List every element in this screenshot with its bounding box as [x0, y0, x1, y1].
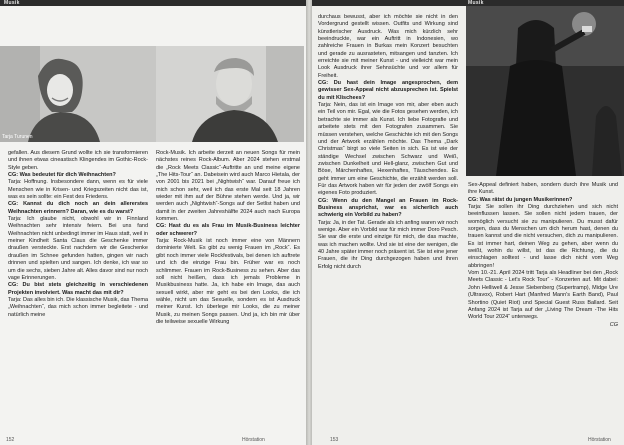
right-page [312, 0, 624, 445]
answer: Tarja: Sie sollen ihr Ding durchziehen und sich nicht beeinflussen lassen. Sie sollen nicht jedem trauen, der womöglich versucht sie zu manipulieren. Du musst dafür sorgen, dass du Menschen um dich herum hast, denen du trauen kannst und die nicht versuchen, dich zu manipulieren. Es ist immer hart, deinen Weg zu gehen, aber wenn du weißt, wohin du willst, ist das die Richtung, die du einschlagen solltest - und lasse dich nicht vom Weg abbringen! [468, 204, 618, 269]
answer: Tarja: Das alles bin ich. Die klassische Musik, das Thema „Weihnachten“, das mich schon immer begleitete - und natürlich meine [8, 296, 148, 318]
answer: Tarja: Ja, in der Tat. Gerade als ich anfing waren wir noch wenige. Aber ein Vorbild war für mich immer Doro Pesch. Sie war die erste und einzige für mich, die das machte, was ich machen wollte. Und sie ist eine der wenigen, die 40 Jahre später immer noch präsent ist. Sie ist eine jener Frauen, die ihr Ding durchgezogen haben und ihren Erfolg nicht durch [318, 219, 458, 270]
header-bar [0, 0, 308, 6]
question: CG: Du hast dein Image angesprochen, dem gewisser Sex-Appeal nicht abzusprechen ist. Spielst du mit Klischees? [318, 80, 458, 101]
section-header: Musik [468, 0, 484, 6]
folio-title: Hörstation [242, 437, 265, 443]
photo-marco-hietala [156, 46, 304, 142]
question: CG: Wenn du den Mangel an Frauen im Rock-Business ansprichst, war es sicherlich auch schwierig ein Vorbild zu haben? [318, 197, 458, 219]
question: CG: Was rätst du jungen Musikerinnen? [468, 196, 573, 203]
paragraph: durchaus bewusst, aber ich möchte sie nicht in den Vordergrund gestellt wissen. Outfits und Wirkung sind künstlerischer Ausdruck. Was mich kürzlich sehr beeindruckte, war ein Auftritt in Indonesien, wo zahlreiche Frauen in Burkas mein Konzert besuchten und gerade zu ausrasteten, mitsangen und tanzten. Ich erreichte sie mit meiner Kunst - und vielleicht war mein Look Ausdruck ihrer Sehnsüchte und vor allem für Freiheit. [318, 14, 458, 79]
paragraph: gefallen. Aus diesem Grund wollte ich sie transformieren und ihnen etwas cineastisch Klingendes im Gothic-Rock-Style geben. [8, 150, 148, 171]
right-column-2 [468, 182, 618, 329]
page-number: 153 [330, 437, 339, 443]
folio-title: Hörstation [588, 437, 611, 443]
photo-caption: Tarja Turunen [2, 134, 33, 140]
paragraph: Sex-Appeal definiert haben, sondern durch ihre Musik und ihre Kunst. [468, 182, 618, 196]
question: CG: Kannst du dich noch an dein allererstes Weihnachten erinnern? Daran, wie es du warst? [8, 201, 148, 215]
answer: Tarja: Hoffnung. Insbesondere dann, wenn es für viele Menschen wie in Krisen- und Kriegszeiten nicht das ist, was es sein sollte: ein Fest des Friedens. [8, 179, 148, 201]
photo-tarja [0, 46, 156, 142]
author-signoff: CG [609, 321, 618, 328]
left-page [0, 0, 308, 445]
page-number: 152 [6, 437, 15, 443]
section-header: Musik [4, 0, 20, 6]
paragraph: Rock-Musik. Ich arbeite derzeit an neuen Songs für mein nächstes reines Rock-Album. Aber 2024 stehen erstmal die „Rock Meets Classic“-Auftritte an und meine eigene „The Hits-Tour“ an. Dabeisein wird auch Marco Hietala, der von 2001 bis 2021 bei „Nightwish“ war. Darauf freue ich mich schon sehr, weil ich das erste Mal seit 18 Jahren wieder mit ihm auf der Bühne stehen werde. Und ja, wir werden auch „Nightwish“-Songs auf der Setlist haben und damit in der zweiten Jahreshälfte 2024 auch nach Europa kommen. [156, 150, 300, 223]
answer: Tarja: Rock-Musik ist noch immer eine von Männern dominierte Welt. Es gibt zu wenig Frauen im „Rock“. Es gibt noch immer viele Rockfestivals, bei denen ich auftrete und ich die einzige Frau bin. Früher war es noch schlimmer. Frauen im Rock-Business zu sehen. Aber das soll nicht heißen, dass ich jemals Probleme in Musikbusiness hatte. Ja, ich habe ein Image, das auch sexuell wirkt, aber mir geht es bei den Looks, die ich wähle, nicht um das Sexuelle, sondern es ist Ausdruck meiner Kunst. Ich überlege mir Looks, die zu meiner Musik, zu meinen Songs passen. Und ja, ich bin mir über die teilweise sexuelle Wirkung [156, 238, 300, 325]
question: CG: Was bedeutet für dich Weihnachten? [8, 172, 116, 179]
answer: Tarja: Nein, das ist ein Image von mir, aber eben auch ein Teil von mir. Egal, wie die Fotos gesehen werden, ich betrachte sie immer als Kunst. Ich liebe Fotografie und arbeitete stets mit den Fotografen zusammen. Sie müssen verstehen, welche Geschichte ich mit den Songs und der Artwork erzählen möchte. Das Thema „Dark Christmas“ birgt so viele Seiten in sich. Es ist wie der ständige Wechsel zwischen Schwarz und Weiß, zwischen Dunkelheit und Hell-glanz, zwischen Gut und Böse, Märchenhaftes, Hexenhaftes, Täuschendes. Es geht immer um eine Geschichte, die erzählt werden soll. Für das Artwork haben wir für jeden der zwölf Songs ein eigenes Foto produziert. [318, 102, 458, 197]
tour-info: Vom 10.-21. April 2024 tritt Tarja als Headliner bei den „Rock Meets Classic - Let's Rock Tour“ - Konzerten auf. Mit dabei: John Helliwell & Jesse Siebenberg (Supertramp), Midge Ure (Ultravox), Robert Hart (Manfred Mann's Earth Band), Paul Shortino (Quiet Riot) und Special Guest Russ Ballard. Seit Anfang 2024 ist Tarja auf der „Living The Dream -The Hits World Tour 2024“ unterwegs. [468, 270, 618, 321]
left-column-2 [156, 150, 300, 326]
photo-tarja-on-stage [466, 6, 624, 176]
question: CG: Hast du es als Frau im Musik-Business leichter oder schwerer? [156, 223, 300, 237]
question: CG: Du bist stets gleichzeitig in verschiedenen Projekten involviert. Was macht das mit dir? [8, 282, 148, 296]
right-column-1 [318, 14, 458, 271]
left-column-1 [8, 150, 148, 319]
answer: Tarja: Ich glaube nicht, obwohl wir in Finnland Weihnachten sehr intensiv feiern. Bei uns fand Weihnachten nicht unbedingt immer im Haus statt, weil in meiner Kindheit Santa Claus die Geschenke immer draußen versteckte. Erst nachdem wir die Geschenke draußen im Schnee gefunden hatten, gingen wir nach drinnen und spielten und sangen. Ich denke, ich war so um die sechs, sieben Jahre alt. Alles davor sind nur noch vage Erinnerungen. [8, 216, 148, 281]
